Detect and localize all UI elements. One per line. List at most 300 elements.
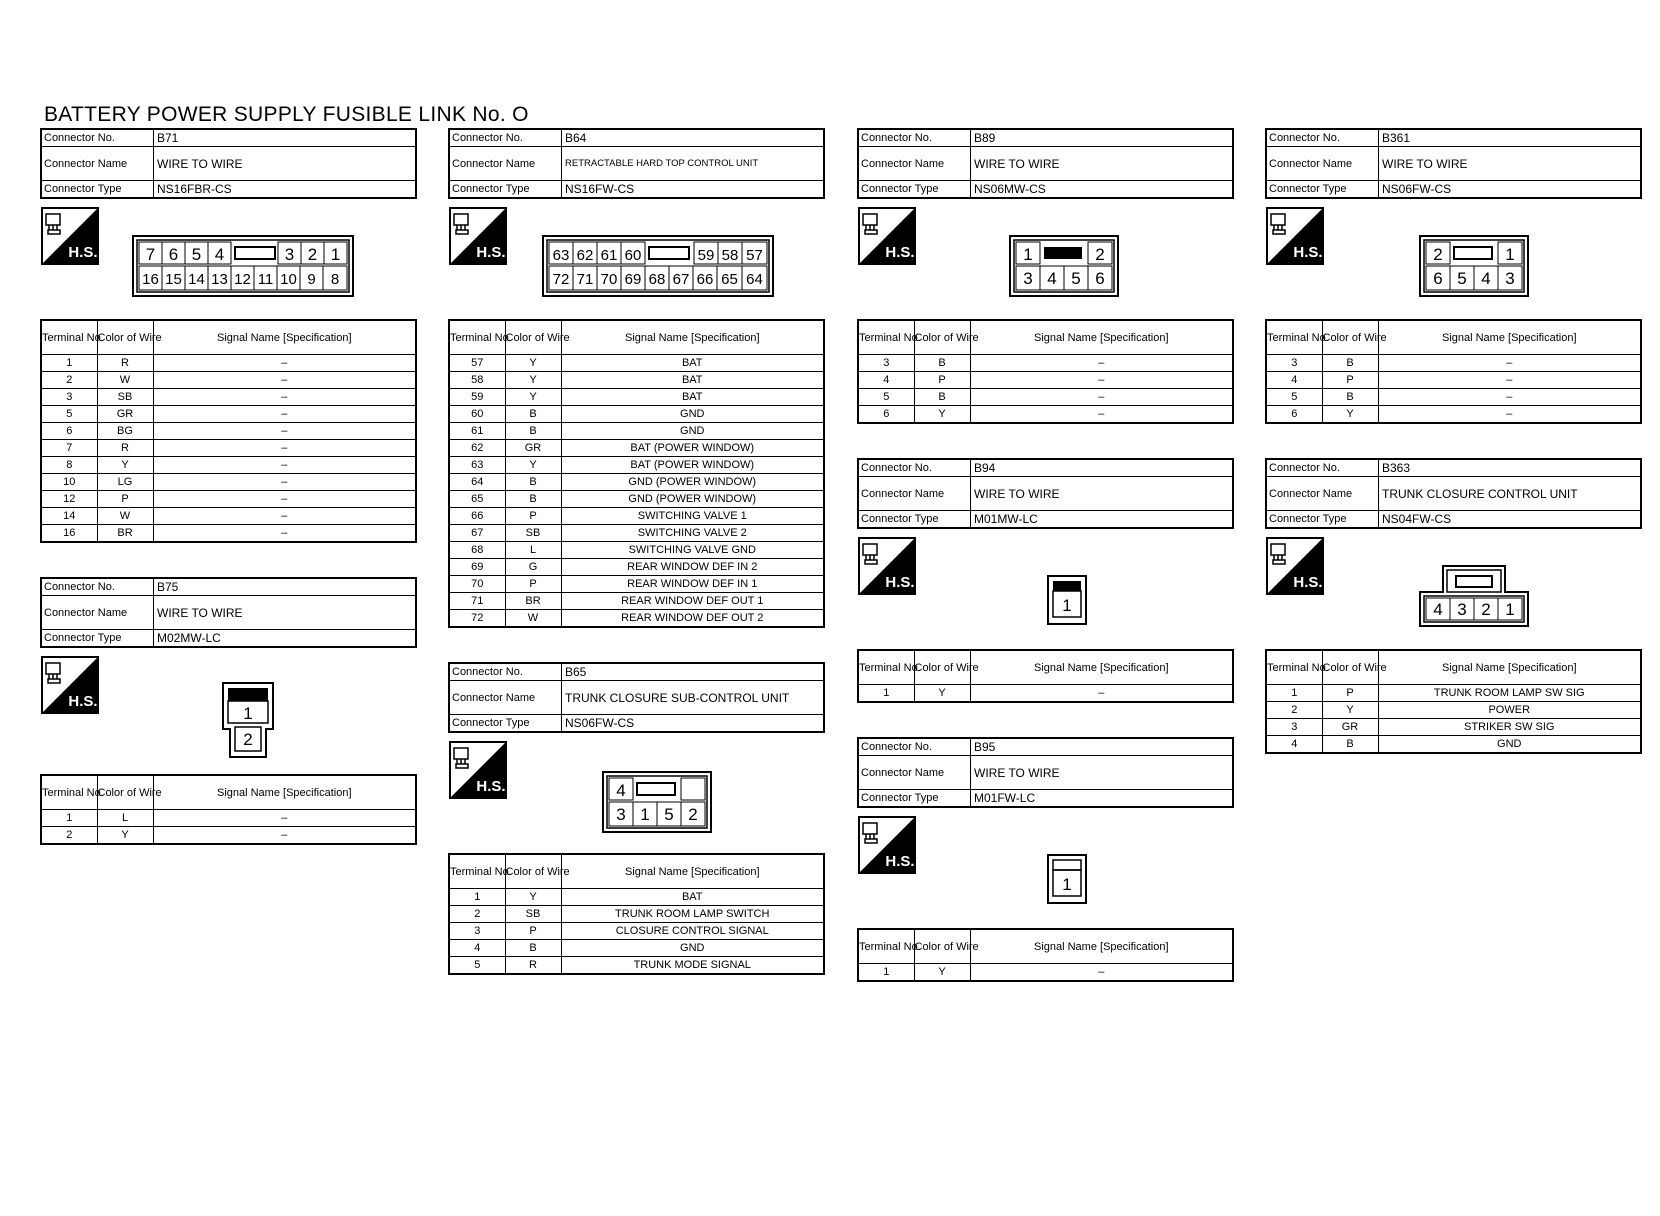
wire-color-cell: Y bbox=[97, 827, 153, 845]
pin-label: 9 bbox=[307, 271, 316, 288]
connector-block-b89 bbox=[857, 128, 1234, 424]
hs-label: H.S. bbox=[1293, 244, 1323, 261]
wire-color-cell: P bbox=[97, 491, 153, 508]
connector-name-label: Connector Name bbox=[42, 596, 154, 629]
table-row bbox=[1266, 685, 1641, 702]
signal-name-cell: – bbox=[153, 474, 416, 491]
hs-label: H.S. bbox=[68, 244, 98, 261]
terminal-no-cell: 6 bbox=[1266, 406, 1322, 424]
table-row bbox=[41, 406, 416, 423]
signal-name-cell: – bbox=[153, 457, 416, 474]
terminal-no-header: Terminal No. bbox=[858, 929, 914, 964]
signal-name-cell: – bbox=[153, 406, 416, 423]
terminal-no-cell: 4 bbox=[1266, 736, 1322, 754]
terminal-no-cell: 4 bbox=[449, 940, 505, 957]
pin-label: 1 bbox=[1062, 875, 1072, 894]
connector-block-b363 bbox=[1265, 458, 1642, 754]
wire-color-cell: GR bbox=[505, 440, 561, 457]
connector-type-value: NS16FBR-CS bbox=[157, 182, 232, 196]
signal-name-cell: – bbox=[153, 389, 416, 406]
signal-name-cell: – bbox=[153, 355, 416, 372]
pin-label: 66 bbox=[696, 271, 714, 288]
connector-type-value: NS06MW-CS bbox=[974, 182, 1046, 196]
terminal-table-b71 bbox=[40, 319, 417, 543]
connector-name-value: TRUNK CLOSURE CONTROL UNIT bbox=[1382, 486, 1578, 501]
signal-name-cell: CLOSURE CONTROL SIGNAL bbox=[561, 923, 824, 940]
pin-label: 15 bbox=[165, 271, 182, 288]
wire-color-cell: L bbox=[505, 542, 561, 559]
signal-name-cell: STRIKER SW SIG bbox=[1378, 719, 1641, 736]
column-1 bbox=[40, 128, 417, 845]
signal-name-cell: BAT bbox=[561, 389, 824, 406]
pin-label: 59 bbox=[697, 247, 715, 264]
pin-label: 61 bbox=[600, 247, 618, 264]
pin-label: 5 bbox=[1457, 269, 1467, 288]
terminal-no-cell: 69 bbox=[449, 559, 505, 576]
table-row bbox=[449, 457, 824, 474]
terminal-no-cell: 68 bbox=[449, 542, 505, 559]
table-row bbox=[41, 810, 416, 827]
signal-name-cell: REAR WINDOW DEF OUT 1 bbox=[561, 593, 824, 610]
connector-name-label: Connector Name bbox=[450, 147, 562, 180]
wire-color-cell: BG bbox=[97, 423, 153, 440]
wire-color-cell: Y bbox=[1322, 406, 1378, 424]
signal-name-cell: SWITCHING VALVE 2 bbox=[561, 525, 824, 542]
wire-color-cell: R bbox=[97, 440, 153, 457]
connector-no-value: B71 bbox=[157, 131, 179, 145]
terminal-no-cell: 66 bbox=[449, 508, 505, 525]
connector-name-value: WIRE TO WIRE bbox=[1382, 156, 1468, 171]
wire-color-cell: W bbox=[97, 372, 153, 389]
signal-name-cell: GND (POWER WINDOW) bbox=[561, 474, 824, 491]
table-row bbox=[858, 406, 1233, 424]
terminal-no-cell: 7 bbox=[41, 440, 97, 457]
signal-name-cell: BAT bbox=[561, 372, 824, 389]
pin-label: 72 bbox=[552, 271, 570, 288]
connector-type-value: NS06FW-CS bbox=[565, 716, 635, 730]
connector-type-value: M01MW-LC bbox=[974, 512, 1038, 526]
terminal-no-cell: 1 bbox=[41, 810, 97, 827]
signal-name-cell: – bbox=[970, 355, 1233, 372]
wire-color-cell: L bbox=[97, 810, 153, 827]
wire-color-cell: Y bbox=[914, 406, 970, 424]
connector-name-label: Connector Name bbox=[859, 756, 971, 789]
pin-label: 70 bbox=[600, 271, 618, 288]
signal-name-cell: GND bbox=[561, 406, 824, 423]
connector-type-label: Connector Type bbox=[859, 181, 971, 197]
hs-label: H.S. bbox=[1293, 574, 1323, 591]
table-row bbox=[41, 827, 416, 845]
harness-side-icon bbox=[1266, 207, 1324, 265]
wire-color-cell: BR bbox=[505, 593, 561, 610]
terminal-no-header: Terminal No. bbox=[449, 320, 505, 355]
table-row bbox=[41, 491, 416, 508]
wire-color-cell: LG bbox=[97, 474, 153, 491]
terminal-no-cell: 3 bbox=[1266, 355, 1322, 372]
table-row bbox=[449, 491, 824, 508]
pin-label: 60 bbox=[624, 247, 642, 264]
terminal-table-b95 bbox=[857, 928, 1234, 982]
connector-no-value: B94 bbox=[974, 461, 996, 475]
wire-color-cell: B bbox=[505, 491, 561, 508]
connector-name-value: WIRE TO WIRE bbox=[974, 486, 1060, 501]
signal-name-cell: – bbox=[1378, 389, 1641, 406]
terminal-no-cell: 1 bbox=[858, 685, 914, 703]
connector-no-label: Connector No. bbox=[42, 130, 154, 146]
wire-color-cell: GR bbox=[97, 406, 153, 423]
signal-name-cell: – bbox=[153, 440, 416, 457]
connector-face-b94 bbox=[1047, 575, 1087, 625]
table-row bbox=[41, 457, 416, 474]
terminal-no-cell: 58 bbox=[449, 372, 505, 389]
terminal-no-cell: 62 bbox=[449, 440, 505, 457]
table-row bbox=[41, 372, 416, 389]
pin-label: 4 bbox=[616, 781, 626, 800]
signal-name-cell: BAT (POWER WINDOW) bbox=[561, 457, 824, 474]
wire-color-cell: Y bbox=[505, 389, 561, 406]
table-row bbox=[1266, 406, 1641, 424]
connector-no-value: B65 bbox=[565, 665, 587, 679]
pin-label: 67 bbox=[672, 271, 690, 288]
wire-color-cell: B bbox=[505, 423, 561, 440]
wire-color-cell: SB bbox=[505, 906, 561, 923]
terminal-no-cell: 2 bbox=[449, 906, 505, 923]
terminal-no-cell: 5 bbox=[858, 389, 914, 406]
terminal-no-cell: 3 bbox=[1266, 719, 1322, 736]
connector-no-value: B89 bbox=[974, 131, 996, 145]
table-row bbox=[449, 957, 824, 975]
wire-color-cell: B bbox=[1322, 736, 1378, 754]
table-row bbox=[449, 389, 824, 406]
table-row bbox=[449, 406, 824, 423]
signal-name-cell: – bbox=[153, 525, 416, 543]
terminal-no-cell: 3 bbox=[449, 923, 505, 940]
terminal-no-cell: 67 bbox=[449, 525, 505, 542]
connector-type-label: Connector Type bbox=[859, 511, 971, 527]
wire-color-cell: B bbox=[505, 474, 561, 491]
table-row bbox=[449, 355, 824, 372]
table-row bbox=[41, 440, 416, 457]
column-3 bbox=[857, 128, 1234, 982]
pin-label: 2 bbox=[307, 245, 318, 264]
terminal-no-header: Terminal No. bbox=[41, 320, 97, 355]
harness-side-icon bbox=[449, 741, 507, 799]
signal-name-header: Signal Name [Specification] bbox=[561, 320, 824, 355]
pin-label: 69 bbox=[624, 271, 642, 288]
connector-info-b64 bbox=[448, 128, 825, 199]
connector-block-b65 bbox=[448, 662, 825, 975]
wire-color-cell: B bbox=[914, 389, 970, 406]
connector-type-label: Connector Type bbox=[450, 715, 562, 731]
terminal-table-b89 bbox=[857, 319, 1234, 424]
signal-name-cell: SWITCHING VALVE GND bbox=[561, 542, 824, 559]
signal-name-cell: TRUNK ROOM LAMP SW SIG bbox=[1378, 685, 1641, 702]
color-of-wire-header: Color of Wire bbox=[97, 775, 153, 810]
pin-label: 6 bbox=[1433, 269, 1443, 288]
connector-name-label: Connector Name bbox=[859, 147, 971, 180]
table-row bbox=[41, 355, 416, 372]
pin-label: 1 bbox=[1062, 596, 1072, 615]
signal-name-cell: REAR WINDOW DEF IN 1 bbox=[561, 576, 824, 593]
wire-color-cell: P bbox=[505, 508, 561, 525]
table-row bbox=[1266, 372, 1641, 389]
pin-label: 6 bbox=[168, 245, 179, 264]
connector-type-label: Connector Type bbox=[859, 790, 971, 806]
signal-name-cell: – bbox=[970, 964, 1233, 982]
harness-side-icon bbox=[41, 207, 99, 265]
terminal-no-cell: 3 bbox=[858, 355, 914, 372]
pin-label: 7 bbox=[145, 245, 156, 264]
terminal-no-cell: 5 bbox=[1266, 389, 1322, 406]
wire-color-cell: B bbox=[505, 406, 561, 423]
terminal-table-b64 bbox=[448, 319, 825, 628]
connector-no-value: B75 bbox=[157, 580, 179, 594]
pin-label: 5 bbox=[191, 245, 202, 264]
pin-label: 6 bbox=[1095, 269, 1105, 288]
table-row bbox=[1266, 719, 1641, 736]
pin-label: 2 bbox=[688, 805, 698, 824]
wire-color-cell: R bbox=[505, 957, 561, 975]
connector-type-label: Connector Type bbox=[450, 181, 562, 197]
terminal-no-cell: 2 bbox=[1266, 702, 1322, 719]
terminal-table-b65 bbox=[448, 853, 825, 975]
signal-name-header: Signal Name [Specification] bbox=[561, 854, 824, 889]
pin-label: 5 bbox=[664, 805, 674, 824]
wire-color-cell: B bbox=[1322, 355, 1378, 372]
wire-color-cell: Y bbox=[505, 372, 561, 389]
wire-color-cell: B bbox=[505, 940, 561, 957]
table-row bbox=[449, 508, 824, 525]
connector-no-value: B361 bbox=[1382, 131, 1411, 145]
harness-side-icon bbox=[41, 656, 99, 714]
column-4 bbox=[1265, 128, 1642, 754]
terminal-no-cell: 1 bbox=[858, 964, 914, 982]
terminal-no-cell: 5 bbox=[449, 957, 505, 975]
table-row bbox=[449, 474, 824, 491]
pin-label: 4 bbox=[1481, 269, 1491, 288]
connector-face-b65 bbox=[602, 771, 712, 833]
terminal-no-cell: 64 bbox=[449, 474, 505, 491]
table-row bbox=[1266, 702, 1641, 719]
table-row bbox=[41, 389, 416, 406]
pin-label: 65 bbox=[721, 271, 738, 288]
connector-info-b75 bbox=[40, 577, 417, 648]
table-row bbox=[449, 423, 824, 440]
connector-name-label: Connector Name bbox=[1267, 147, 1379, 180]
wire-color-cell: B bbox=[1322, 389, 1378, 406]
table-row bbox=[449, 525, 824, 542]
signal-name-cell: – bbox=[1378, 372, 1641, 389]
signal-name-header: Signal Name [Specification] bbox=[153, 320, 416, 355]
table-row bbox=[858, 372, 1233, 389]
signal-name-cell: SWITCHING VALVE 1 bbox=[561, 508, 824, 525]
wire-color-cell: P bbox=[505, 576, 561, 593]
hs-label: H.S. bbox=[476, 244, 506, 261]
signal-name-cell: – bbox=[1378, 406, 1641, 424]
connector-name-value: WIRE TO WIRE bbox=[974, 765, 1060, 780]
connector-face-b361 bbox=[1419, 235, 1529, 297]
terminal-no-cell: 70 bbox=[449, 576, 505, 593]
table-row bbox=[858, 355, 1233, 372]
signal-name-header: Signal Name [Specification] bbox=[970, 929, 1233, 964]
connector-name-label: Connector Name bbox=[1267, 477, 1379, 510]
terminal-table-b363 bbox=[1265, 649, 1642, 754]
terminal-no-header: Terminal No. bbox=[41, 775, 97, 810]
terminal-no-cell: 65 bbox=[449, 491, 505, 508]
connector-block-b64 bbox=[448, 128, 825, 628]
pin-label: 3 bbox=[1457, 600, 1467, 619]
color-of-wire-header: Color of Wire bbox=[97, 320, 153, 355]
terminal-no-cell: 61 bbox=[449, 423, 505, 440]
connector-no-value: B95 bbox=[974, 740, 996, 754]
color-of-wire-header: Color of Wire bbox=[505, 854, 561, 889]
connector-name-value: WIRE TO WIRE bbox=[157, 156, 243, 171]
wire-color-cell: Y bbox=[97, 457, 153, 474]
signal-name-cell: – bbox=[970, 685, 1233, 703]
hs-label: H.S. bbox=[885, 244, 915, 261]
wire-color-cell: R bbox=[97, 355, 153, 372]
connector-no-label: Connector No. bbox=[1267, 130, 1379, 146]
pin-label: 1 bbox=[1505, 600, 1515, 619]
signal-name-header: Signal Name [Specification] bbox=[970, 650, 1233, 685]
table-row bbox=[449, 576, 824, 593]
wire-color-cell: BR bbox=[97, 525, 153, 543]
terminal-no-header: Terminal No. bbox=[858, 320, 914, 355]
wire-color-cell: P bbox=[505, 923, 561, 940]
pin-label: 2 bbox=[1481, 600, 1491, 619]
connector-latch bbox=[1053, 581, 1081, 591]
signal-name-cell: – bbox=[970, 389, 1233, 406]
table-row bbox=[449, 610, 824, 628]
table-row bbox=[449, 889, 824, 906]
terminal-no-cell: 71 bbox=[449, 593, 505, 610]
table-row bbox=[449, 542, 824, 559]
wire-color-cell: Y bbox=[1322, 702, 1378, 719]
harness-side-icon bbox=[449, 207, 507, 265]
signal-name-cell: – bbox=[1378, 355, 1641, 372]
connector-type-label: Connector Type bbox=[1267, 511, 1379, 527]
signal-name-cell: REAR WINDOW DEF OUT 2 bbox=[561, 610, 824, 628]
signal-name-cell: – bbox=[153, 827, 416, 845]
signal-name-cell: GND bbox=[1378, 736, 1641, 754]
signal-name-cell: – bbox=[153, 372, 416, 389]
connector-type-label: Connector Type bbox=[1267, 181, 1379, 197]
connector-name-value: WIRE TO WIRE bbox=[974, 156, 1060, 171]
table-row bbox=[41, 508, 416, 525]
terminal-no-cell: 10 bbox=[41, 474, 97, 491]
wire-color-cell: B bbox=[914, 355, 970, 372]
connector-type-value: NS16FW-CS bbox=[565, 182, 635, 196]
signal-name-header: Signal Name [Specification] bbox=[970, 320, 1233, 355]
table-row bbox=[449, 372, 824, 389]
terminal-no-header: Terminal No. bbox=[858, 650, 914, 685]
table-row bbox=[858, 389, 1233, 406]
terminal-no-header: Terminal No. bbox=[449, 854, 505, 889]
connector-no-label: Connector No. bbox=[1267, 460, 1379, 476]
terminal-table-b361 bbox=[1265, 319, 1642, 424]
terminal-no-cell: 8 bbox=[41, 457, 97, 474]
terminal-no-cell: 2 bbox=[41, 827, 97, 845]
pin-label: 68 bbox=[648, 271, 666, 288]
connector-no-label: Connector No. bbox=[450, 130, 562, 146]
connector-block-b95 bbox=[857, 737, 1234, 982]
wire-color-cell: W bbox=[505, 610, 561, 628]
signal-name-cell: – bbox=[153, 423, 416, 440]
connector-no-label: Connector No. bbox=[859, 130, 971, 146]
connector-no-label: Connector No. bbox=[42, 579, 154, 595]
connector-no-value: B64 bbox=[565, 131, 587, 145]
terminal-no-cell: 4 bbox=[1266, 372, 1322, 389]
terminal-table-b75 bbox=[40, 774, 417, 845]
connector-block-b75 bbox=[40, 577, 417, 845]
pin-label: 11 bbox=[257, 271, 274, 288]
terminal-no-cell: 3 bbox=[41, 389, 97, 406]
terminal-no-cell: 2 bbox=[41, 372, 97, 389]
wire-color-cell: P bbox=[914, 372, 970, 389]
terminal-no-cell: 1 bbox=[449, 889, 505, 906]
wire-color-cell: Y bbox=[505, 355, 561, 372]
table-row bbox=[449, 906, 824, 923]
connector-face-b71 bbox=[132, 235, 354, 297]
pin-label: 4 bbox=[214, 245, 225, 264]
connector-name-value: RETRACTABLE HARD TOP CONTROL UNIT bbox=[565, 158, 759, 169]
connector-info-b65 bbox=[448, 662, 825, 733]
pin-label: 62 bbox=[576, 247, 594, 264]
wire-color-cell: GR bbox=[1322, 719, 1378, 736]
pin-label: 71 bbox=[576, 271, 594, 288]
table-row bbox=[449, 593, 824, 610]
connector-type-label: Connector Type bbox=[42, 630, 154, 646]
connector-type-value: NS04FW-CS bbox=[1382, 512, 1452, 526]
pin-label: 2 bbox=[1433, 245, 1443, 264]
signal-name-cell: – bbox=[153, 508, 416, 525]
connector-face-b64 bbox=[542, 235, 774, 297]
signal-name-cell: – bbox=[153, 491, 416, 508]
pin-label: 1 bbox=[330, 245, 341, 264]
signal-name-cell: TRUNK MODE SIGNAL bbox=[561, 957, 824, 975]
signal-name-cell: – bbox=[970, 406, 1233, 424]
connector-type-value: M01FW-LC bbox=[974, 791, 1036, 805]
wire-color-cell: Y bbox=[914, 685, 970, 703]
wire-color-cell: Y bbox=[505, 889, 561, 906]
harness-side-icon bbox=[858, 537, 916, 595]
table-row bbox=[1266, 355, 1641, 372]
connector-info-b95 bbox=[857, 737, 1234, 808]
connector-info-b89 bbox=[857, 128, 1234, 199]
harness-side-icon bbox=[858, 816, 916, 874]
signal-name-cell: – bbox=[970, 372, 1233, 389]
pin-label: 64 bbox=[746, 271, 763, 288]
table-row bbox=[41, 423, 416, 440]
pin-label: 1 bbox=[1023, 245, 1033, 264]
connector-block-b94 bbox=[857, 458, 1234, 703]
terminal-no-cell: 57 bbox=[449, 355, 505, 372]
connector-type-label: Connector Type bbox=[42, 181, 154, 197]
connector-name-label: Connector Name bbox=[450, 681, 562, 714]
table-row bbox=[449, 440, 824, 457]
table-row bbox=[858, 964, 1233, 982]
wire-color-cell: SB bbox=[505, 525, 561, 542]
hs-label: H.S. bbox=[68, 693, 98, 710]
color-of-wire-header: Color of Wire bbox=[914, 929, 970, 964]
table-row bbox=[1266, 389, 1641, 406]
terminal-no-cell: 12 bbox=[41, 491, 97, 508]
hs-label: H.S. bbox=[885, 574, 915, 591]
connector-info-b71 bbox=[40, 128, 417, 199]
connector-no-label: Connector No. bbox=[450, 664, 562, 680]
pin-label: 4 bbox=[1433, 600, 1443, 619]
terminal-table-b94 bbox=[857, 649, 1234, 703]
